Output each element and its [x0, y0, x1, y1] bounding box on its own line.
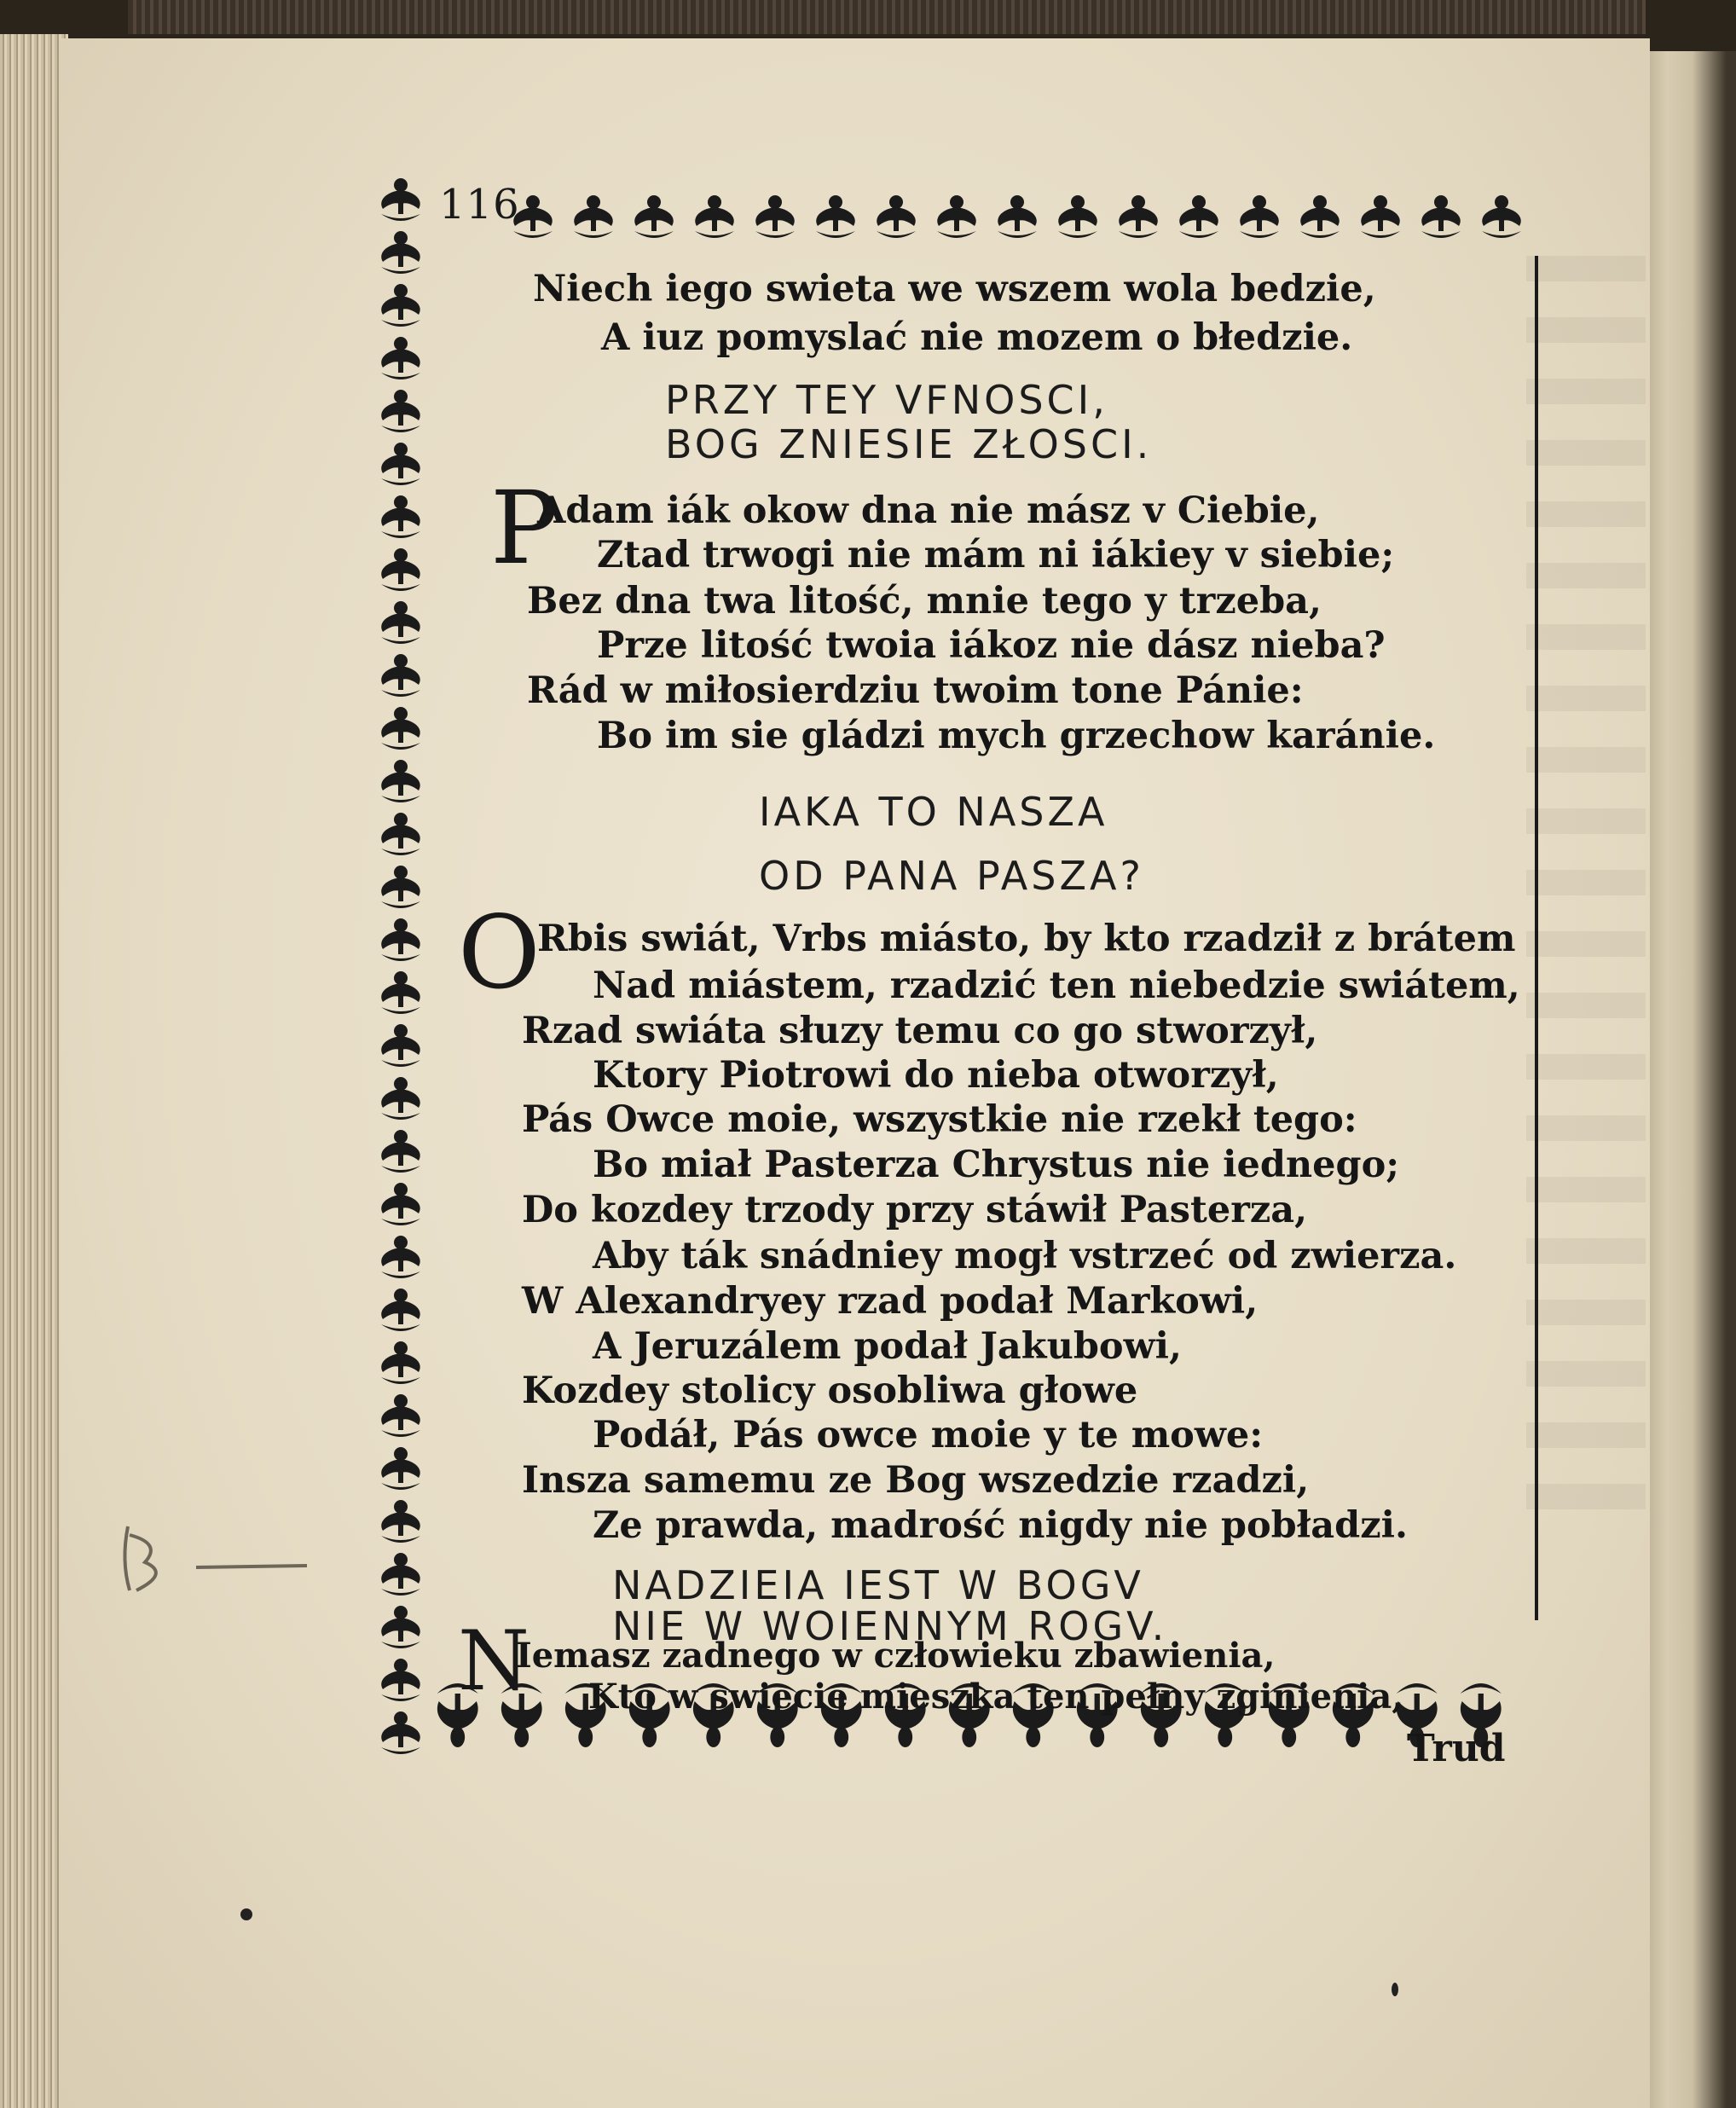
fleuron-icon [574, 195, 613, 238]
fleuron-icon [381, 178, 420, 221]
fleuron-icon [381, 1077, 420, 1120]
verse-line: Insza samemu ze Bog wszedzie rzadzi, [522, 1459, 1310, 1502]
fleuron-icon [381, 548, 420, 591]
top-fleuron-border [503, 183, 1539, 260]
fleuron-icon [1482, 195, 1521, 238]
fleuron-icon [1119, 195, 1158, 238]
fleuron-icon [381, 1024, 420, 1067]
fleuron-icon [381, 918, 420, 961]
section-heading: OD PANA PASZA? [759, 853, 1144, 899]
fleuron-icon [381, 1236, 420, 1278]
section-heading: BOG ZNIESIE ZŁOSCI. [665, 421, 1153, 467]
fleuron-icon [1058, 195, 1097, 238]
verse-line: A iuz pomyslać nie mozem o błedzie. [601, 316, 1353, 359]
fleuron-icon [1179, 195, 1218, 238]
fleuron-icon [937, 195, 976, 238]
section-heading: NADZIEIA IEST W BOGV [612, 1562, 1144, 1608]
handwritten-margin-mark [111, 1509, 324, 1603]
verse-line: Rád w miłosierdziu twoim tone Pánie: [527, 669, 1304, 712]
fleuron-icon [1240, 195, 1279, 238]
drop-capital: P [490, 469, 558, 587]
fleuron-icon [877, 195, 916, 238]
verse-line: Ktory Piotrowi do nieba otworzył, [593, 1054, 1279, 1097]
fleuron-icon [1361, 195, 1400, 238]
fleuron-icon [381, 1553, 420, 1595]
verse-line: Kto w swiecie mieszka ten pełny zginienia, [588, 1677, 1404, 1717]
verse-line: Bo miał Pasterza Chrystus nie iednego; [593, 1144, 1400, 1186]
verse-line: Rbis swiát, Vrbs miásto, by kto rzadził z brátem [537, 918, 1516, 960]
section-heading: PRZY TEY VFNOSCI, [665, 377, 1108, 423]
ink-speck [240, 1908, 252, 1920]
fleuron-icon [381, 866, 420, 908]
verse-line: Pás Owce moie, wszystkie nie rzekł tego: [522, 1098, 1357, 1141]
fleuron-icon [381, 1500, 420, 1543]
verse-line: Podáł, Pás owce moie y te mowe: [593, 1414, 1264, 1456]
fleuron-icon [381, 231, 420, 274]
fleuron-icon [381, 1659, 420, 1701]
fleuron-icon [381, 1606, 420, 1648]
section-heading: IAKA TO NASZA [759, 789, 1108, 835]
page-number: 116 [439, 181, 520, 229]
fleuron-icon [381, 654, 420, 697]
fleuron-icon [381, 337, 420, 379]
fleuron-icon [381, 390, 420, 432]
fleuron-icon [381, 1289, 420, 1331]
verse-line: Bo im sie gládzi mych grzechow karánie. [597, 715, 1436, 757]
drop-capital: O [458, 894, 541, 1011]
verse-line: Aby ták snádniey mogł vstrzeć od zwierza. [593, 1235, 1457, 1277]
fleuron-icon [381, 1341, 420, 1384]
fleuron-icon [1300, 195, 1340, 238]
frame-rule-right [1535, 256, 1538, 1620]
verse-line: Niech iego swieta we wszem wola bedzie, [533, 268, 1376, 310]
fleuron-icon [381, 1130, 420, 1173]
catchword: Trud [1407, 1727, 1506, 1770]
section-heading: NIE W WOIENNYM ROGV. [612, 1603, 1168, 1649]
verse-line: Bez dna twa litość, mnie tego y trzeba, [527, 580, 1322, 623]
verse-line: Iemasz zadnego w człowieku zbawienia, [516, 1636, 1276, 1676]
fleuron-icon [381, 443, 420, 485]
fleuron-icon [381, 813, 420, 855]
fleuron-icon [381, 1183, 420, 1225]
fleuron-icon [381, 760, 420, 802]
fleuron-icon [381, 601, 420, 644]
verse-line: Kozdey stolicy osobliwa głowe [522, 1370, 1138, 1412]
verse-line: A Jeruzálem podał Jakubowi, [593, 1325, 1182, 1368]
verse-line: Adam iák okow dna nie mász v Ciebie, [537, 489, 1320, 532]
book-edge-top [128, 0, 1646, 34]
drop-capital: N [458, 1613, 529, 1709]
fleuron-icon [381, 707, 420, 750]
fleuron-icon [381, 284, 420, 327]
show-through-text [1526, 256, 1646, 1535]
fleuron-icon [755, 195, 795, 238]
verse-line: Prze litość twoia iákoz nie dász nieba? [597, 624, 1386, 667]
fleuron-icon [695, 195, 734, 238]
left-fleuron-border [371, 175, 431, 1765]
ink-speck [1392, 1983, 1398, 1996]
fleuron-icon [381, 1447, 420, 1490]
verse-line: Nad miástem, rzadzić ten niebedzie swiátem, [593, 964, 1520, 1007]
verse-line: Rzad swiáta słuzy temu co go stworzył, [522, 1010, 1318, 1052]
verse-line: Ztad trwogi nie mám ni iákiey v siebie; [597, 534, 1395, 576]
verse-line: Do kozdey trzody przy stáwił Pasterza, [522, 1189, 1308, 1231]
fleuron-icon [381, 1711, 420, 1754]
page-stack-left [0, 34, 68, 2108]
fleuron-icon [816, 195, 855, 238]
fleuron-icon [998, 195, 1037, 238]
page-stack-right [1641, 51, 1736, 2108]
fleuron-icon [381, 495, 420, 538]
fleuron-icon [381, 971, 420, 1014]
verse-line: Ze prawda, madrość nigdy nie pobładzi. [593, 1504, 1408, 1547]
verse-line: W Alexandryey rzad podał Markowi, [522, 1280, 1259, 1323]
fleuron-icon [634, 195, 674, 238]
fleuron-icon [1421, 195, 1461, 238]
fleuron-icon [381, 1394, 420, 1437]
